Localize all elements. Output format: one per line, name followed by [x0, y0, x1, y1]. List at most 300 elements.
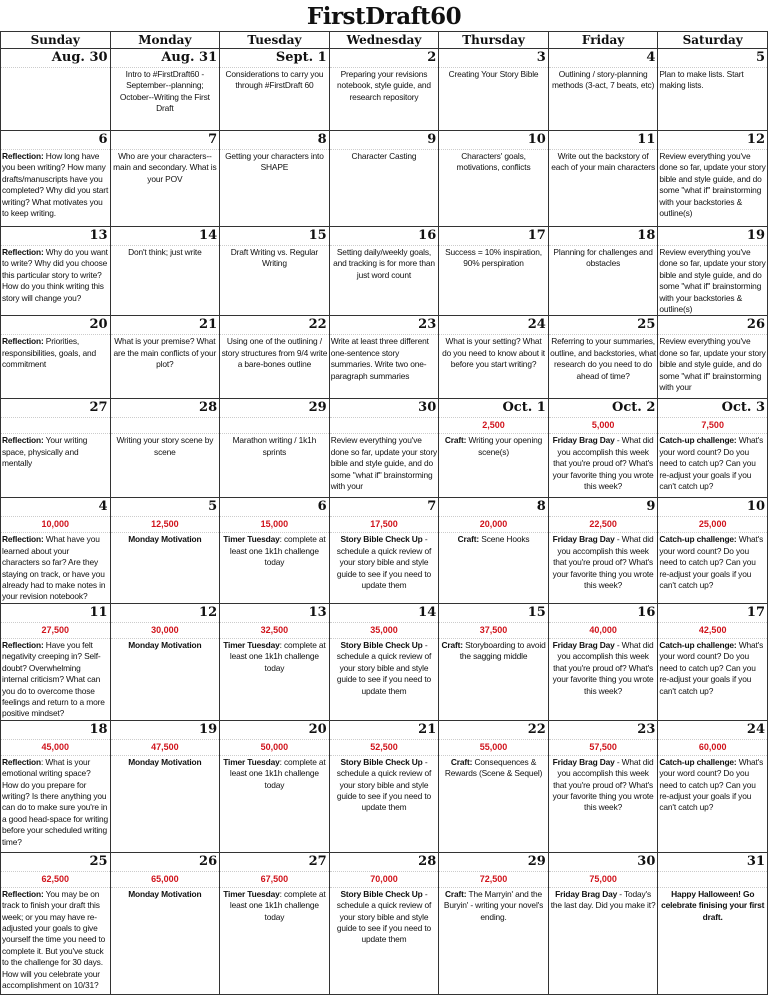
day-cell: [548, 603, 658, 720]
word-count-goal: 52,500: [330, 740, 439, 756]
day-number: 6: [1, 131, 110, 150]
day-prompt: [111, 434, 220, 458]
day-number: 27: [220, 853, 329, 872]
day-cell: [658, 316, 768, 399]
day-number: 30: [330, 399, 439, 418]
day-cell: [658, 720, 768, 852]
day-prompt: [111, 246, 220, 258]
week-row: [1, 498, 768, 603]
day-cell: [110, 131, 220, 227]
day-prompt: [220, 246, 329, 270]
weekday-header-friday: Friday: [548, 32, 658, 49]
day-number: 20: [220, 721, 329, 740]
day-cell: [329, 720, 439, 852]
day-number: 8: [220, 131, 329, 150]
day-number: 2: [330, 49, 439, 68]
week-row: [1, 49, 768, 131]
day-cell: [110, 720, 220, 852]
day-cell: [329, 603, 439, 720]
day-prompt: [1, 756, 110, 848]
prompt-text: : What is your emotional writing space? How do you prepare for writing? Is there anything you can do to make sure you're in a good head-space for writing before your scheduled writing time?: [2, 756, 108, 847]
word-count-goal: [1, 418, 110, 434]
day-cell: [658, 603, 768, 720]
prompt-label: Happy Halloween! Go celebrate finising your first draft.: [661, 888, 765, 922]
word-count-goal: 65,000: [111, 872, 220, 888]
day-cell: [1, 316, 111, 399]
day-number: Sept. 1: [220, 49, 329, 68]
day-number: 11: [549, 131, 658, 150]
day-prompt: [439, 150, 548, 174]
day-prompt: [549, 639, 658, 697]
word-count-goal: 37,500: [439, 623, 548, 639]
prompt-label: Monday Motivation: [128, 756, 202, 767]
weekday-header-monday: Monday: [110, 32, 220, 49]
day-number: 18: [1, 721, 110, 740]
day-prompt: [111, 533, 220, 545]
prompt-text: Review everything you've done so far, update your story bible and style guide, and do some "what if" brainstorming with your backstories & outline(s): [659, 151, 766, 219]
day-number: 4: [1, 498, 110, 517]
prompt-text: Writing your opening scene(s): [466, 435, 543, 457]
day-prompt: [1, 639, 110, 720]
day-cell: [439, 603, 549, 720]
prompt-text: Getting your characters into SHAPE: [225, 151, 324, 173]
day-cell: [329, 131, 439, 227]
word-count-goal: 40,000: [549, 623, 658, 639]
prompt-text: Preparing your revisions notebook, style guide, and research repository: [337, 69, 431, 102]
prompt-label: Story Bible Check Up: [340, 756, 423, 767]
day-number: 6: [220, 498, 329, 517]
prompt-text: Storyboarding to avoid the sagging middle: [459, 639, 546, 662]
day-cell: [1, 603, 111, 720]
day-prompt: [658, 888, 767, 923]
prompt-text: Review everything you've done so far, update your story bible and style guide, and do some "what if" brainstorming with your: [659, 336, 766, 393]
word-count-goal: 15,000: [220, 517, 329, 533]
day-prompt: [658, 639, 767, 697]
word-count-goal: 62,500: [1, 872, 110, 888]
day-prompt: [330, 68, 439, 103]
prompt-label: Monday Motivation: [128, 639, 202, 650]
day-prompt: [439, 888, 548, 923]
day-number: 20: [1, 316, 110, 335]
prompt-label: Reflection:: [2, 888, 44, 899]
day-number: 13: [1, 227, 110, 246]
day-number: Oct. 3: [658, 399, 767, 418]
day-prompt: [220, 434, 329, 458]
week-row: [1, 131, 768, 227]
word-count-goal: 25,000: [658, 517, 767, 533]
day-prompt: [111, 756, 220, 768]
word-count-goal: 67,500: [220, 872, 329, 888]
prompt-label: Story Bible Check Up: [340, 888, 423, 899]
prompt-text: Characters' goals, motivations, conflicts: [456, 151, 531, 173]
day-number: 29: [439, 853, 548, 872]
day-prompt: [658, 533, 767, 591]
day-cell: [548, 49, 658, 131]
word-count-goal: 45,000: [1, 740, 110, 756]
day-cell: [1, 399, 111, 498]
day-cell: [1, 720, 111, 852]
day-prompt: [111, 335, 220, 370]
day-number: 10: [658, 498, 767, 517]
day-cell: [220, 720, 330, 852]
day-cell: [658, 227, 768, 316]
prompt-text: - Today's the last day. Did you make it?: [550, 888, 656, 911]
calendar-title: FirstDraft60: [306, 3, 462, 30]
prompt-text: Success = 10% inspiration, 90% perspiration: [445, 247, 542, 269]
day-cell: [1, 498, 111, 603]
day-prompt: [549, 335, 658, 382]
word-count-goal: 57,500: [549, 740, 658, 756]
prompt-text: - What did you accomplish this week that you're proud of? What's your favorite thing you wrote this week?: [552, 534, 654, 591]
word-count-goal: 22,500: [549, 517, 658, 533]
word-count-goal: [220, 418, 329, 434]
weekday-header-thursday: Thursday: [439, 32, 549, 49]
day-cell: [220, 498, 330, 603]
word-count-goal: 30,000: [111, 623, 220, 639]
day-prompt: [330, 639, 439, 697]
prompt-label: Catch-up challenge:: [659, 639, 737, 650]
day-cell: [1, 131, 111, 227]
word-count-goal: 20,000: [439, 517, 548, 533]
day-prompt: [111, 888, 220, 900]
day-prompt: [220, 335, 329, 370]
prompt-label: Reflection:: [2, 639, 44, 650]
word-count-goal: 12,500: [111, 517, 220, 533]
day-number: Oct. 1: [439, 399, 548, 418]
day-cell: [439, 720, 549, 852]
day-number: 24: [658, 721, 767, 740]
prompt-label: Monday Motivation: [128, 888, 202, 899]
day-prompt: [1, 335, 110, 370]
day-cell: [110, 603, 220, 720]
day-prompt: [658, 434, 767, 492]
prompt-label: Catch-up challenge:: [659, 534, 737, 545]
day-prompt: [330, 756, 439, 814]
prompt-text: : complete at least one 1k1h challenge today: [229, 888, 326, 922]
day-number: 25: [549, 316, 658, 335]
day-number: 24: [439, 316, 548, 335]
prompt-text: Consequences & Rewards (Scene & Sequel): [444, 756, 543, 779]
day-prompt: [220, 150, 329, 174]
word-count-goal: 42,500: [658, 623, 767, 639]
day-prompt: [658, 246, 767, 315]
word-count-goal: 35,000: [330, 623, 439, 639]
day-prompt: [549, 756, 658, 814]
prompt-text: Why do you want to write? Why did you choose this particular story to write? How do you think writing this story will change you?: [2, 247, 108, 303]
day-number: 14: [330, 604, 439, 623]
day-cell: [220, 316, 330, 399]
day-cell: [548, 316, 658, 399]
day-cell: [220, 399, 330, 498]
day-number: 22: [220, 316, 329, 335]
prompt-text: : complete at least one 1k1h challenge today: [229, 756, 326, 790]
day-prompt: [439, 533, 548, 545]
week-row: [1, 399, 768, 498]
prompt-text: Character Casting: [351, 151, 417, 161]
word-count-goal: 5,000: [549, 418, 658, 434]
day-prompt: [1, 68, 110, 69]
word-count-goal: [111, 418, 220, 434]
day-prompt: [439, 246, 548, 270]
day-number: 9: [330, 131, 439, 150]
week-row: [1, 227, 768, 316]
prompt-label: Catch-up challenge:: [659, 435, 737, 446]
prompt-text: Considerations to carry you through #FirstDraft 60: [225, 69, 324, 91]
weekday-header-saturday: Saturday: [658, 32, 768, 49]
day-prompt: [549, 533, 658, 591]
day-number: 21: [330, 721, 439, 740]
prompt-text: What's your word count? Do you need to catch up? Can you re-adjust your goals if you can't catch up?: [659, 435, 764, 492]
day-prompt: [439, 434, 548, 458]
day-prompt: [220, 533, 329, 568]
prompt-label: Friday Brag Day: [552, 639, 615, 650]
word-count-goal: 60,000: [658, 740, 767, 756]
prompt-text: The Marryin' and the Buryin' - writing your novel's ending.: [443, 888, 544, 922]
prompt-label: Story Bible Check Up: [340, 534, 423, 545]
day-prompt: [330, 150, 439, 162]
day-cell: [439, 399, 549, 498]
day-prompt: [330, 888, 439, 946]
prompt-label: Catch-up challenge:: [659, 756, 737, 767]
week-row: [1, 603, 768, 720]
day-number: 12: [658, 131, 767, 150]
day-cell: [439, 498, 549, 603]
day-number: 19: [111, 721, 220, 740]
prompt-text: - What did you accomplish this week that you're proud of? What's your favorite thing you wrote this week?: [552, 639, 654, 696]
day-number: 15: [439, 604, 548, 623]
prompt-text: Write at least three different one-sentence story summaries. Write two one-paragraph summaries: [330, 336, 429, 381]
day-cell: [548, 131, 658, 227]
prompt-label: Reflection:: [2, 336, 44, 347]
day-number: 5: [658, 49, 767, 68]
word-count-goal: 32,500: [220, 623, 329, 639]
day-prompt: [111, 639, 220, 651]
prompt-label: Reflection:: [2, 151, 44, 161]
day-cell: [329, 399, 439, 498]
word-count-goal: 10,000: [1, 517, 110, 533]
day-number: 9: [549, 498, 658, 517]
day-number: 21: [111, 316, 220, 335]
prompt-text: Setting daily/weekly goals, and tracking is for more than just word count: [333, 247, 435, 280]
prompt-text: Marathon writing / 1k1h sprints: [232, 435, 317, 457]
prompt-text: Writing your story scene by scene: [116, 435, 214, 457]
prompt-text: How long have you been writing? How many drafts/manuscripts have you completed? Why did you start writing? What motivates you to keep writing.: [2, 151, 109, 219]
day-number: 23: [549, 721, 658, 740]
day-prompt: [1, 888, 110, 992]
day-cell: [548, 720, 658, 852]
prompt-text: - What did you accomplish this week that you're proud of? What's your favorite thing you wrote this week?: [552, 435, 654, 492]
prompt-text: Draft Writing vs. Regular Writing: [230, 247, 319, 269]
day-cell: [110, 227, 220, 316]
weekday-header-sunday: Sunday: [1, 32, 111, 49]
prompt-text: Outlining / story-planning methods (3-act, 7 beats, etc): [551, 69, 655, 91]
day-prompt: [111, 150, 220, 185]
day-number: 3: [439, 49, 548, 68]
prompt-text: What have you learned about your characters so far? Are they staying on track, or have you already had to make notes in your revision notebook?: [2, 534, 106, 602]
prompt-text: Plan to make lists. Start making lists.: [659, 69, 744, 91]
day-prompt: [658, 68, 767, 92]
day-number: 15: [220, 227, 329, 246]
day-prompt: [1, 246, 110, 304]
day-number: 25: [1, 853, 110, 872]
day-cell: [220, 49, 330, 131]
prompt-text: Who are your characters--main and secondary. What is your POV: [113, 151, 217, 184]
day-cell: [329, 49, 439, 131]
prompt-text: Write out the backstory of each of your main characters: [551, 151, 655, 173]
day-prompt: [549, 68, 658, 92]
prompt-text: Review everything you've done so far, update your story bible and style guide, and do some "what if" brainstorming with your: [330, 435, 437, 492]
day-prompt: [111, 68, 220, 115]
prompt-text: - What did you accomplish this week that you're proud of? What's your favorite thing you wrote this week?: [552, 756, 654, 813]
prompt-label: Timer Tuesday: [223, 534, 280, 545]
day-cell: [439, 131, 549, 227]
day-prompt: [1, 150, 110, 219]
day-prompt: [549, 246, 658, 270]
day-number: 4: [549, 49, 658, 68]
word-count-goal: 55,000: [439, 740, 548, 756]
prompt-text: Review everything you've done so far, update your story bible and style guide, and do some "what if" brainstorming with your backstories & outline(s): [659, 247, 766, 315]
word-count-goal: 50,000: [220, 740, 329, 756]
day-cell: [110, 498, 220, 603]
day-cell: [110, 49, 220, 131]
day-prompt: [220, 68, 329, 92]
day-cell: [548, 498, 658, 603]
day-cell: [1, 49, 111, 131]
day-prompt: [220, 888, 329, 923]
calendar-grid: [0, 31, 768, 995]
prompt-label: Craft:: [441, 639, 463, 650]
day-number: 17: [658, 604, 767, 623]
day-cell: [329, 227, 439, 316]
day-cell: [658, 399, 768, 498]
weekday-header-tuesday: Tuesday: [220, 32, 330, 49]
prompt-label: Reflection:: [2, 534, 44, 545]
day-prompt: [1, 434, 110, 469]
day-number: 18: [549, 227, 658, 246]
day-number: 7: [111, 131, 220, 150]
day-cell: [220, 131, 330, 227]
day-number: 12: [111, 604, 220, 623]
day-number: 14: [111, 227, 220, 246]
day-cell: [439, 316, 549, 399]
day-cell: [439, 227, 549, 316]
day-number: 22: [439, 721, 548, 740]
day-prompt: [1, 533, 110, 602]
day-number: 30: [549, 853, 658, 872]
day-prompt: [549, 434, 658, 492]
word-count-goal: [658, 872, 767, 888]
day-cell: [329, 316, 439, 399]
prompt-label: Timer Tuesday: [223, 756, 280, 767]
day-cell: [439, 49, 549, 131]
day-number: 26: [111, 853, 220, 872]
day-prompt: [439, 335, 548, 370]
prompt-text: - schedule a quick review of your story bible and style guide to see if you need to update them: [336, 534, 432, 591]
prompt-text: Scene Hooks: [479, 534, 530, 545]
day-number: 11: [1, 604, 110, 623]
day-number: 8: [439, 498, 548, 517]
day-prompt: [549, 888, 658, 912]
day-number: 5: [111, 498, 220, 517]
day-prompt: [220, 756, 329, 791]
day-cell: [548, 227, 658, 316]
prompt-text: What's your word count? Do you need to catch up? Can you re-adjust your goals if you can't catch up?: [659, 534, 764, 591]
prompt-label: Reflection: [2, 756, 41, 767]
word-count-goal: 75,000: [549, 872, 658, 888]
prompt-label: Monday Motivation: [128, 534, 202, 545]
prompt-label: Friday Brag Day: [552, 435, 615, 446]
prompt-text: You may be on track to finish your draft this week; or you may have re-adjusted your goals to give yourself the time you need to complete it. But you've stuck to the challenge for 30 days. How will you celebrate your accomplishment on 10/31?: [2, 888, 106, 990]
day-prompt: [658, 150, 767, 219]
prompt-text: Have you felt negativity creeping in? Self-doubt? Overwhelming internal criticism? What can you do to overcome those feelings and return to a more positive mindset?: [2, 639, 105, 719]
prompt-label: Story Bible Check Up: [340, 639, 423, 650]
day-prompt: [330, 533, 439, 591]
prompt-label: Craft:: [457, 534, 480, 545]
day-number: Aug. 30: [1, 49, 110, 68]
weekday-header-wednesday: Wednesday: [329, 32, 439, 49]
word-count-goal: [330, 418, 439, 434]
prompt-text: - schedule a quick review of your story bible and style guide to see if you need to update them: [336, 756, 432, 813]
day-cell: [1, 227, 111, 316]
day-number: 16: [330, 227, 439, 246]
day-cell: [548, 399, 658, 498]
day-number: 7: [330, 498, 439, 517]
prompt-text: Your writing space, physically and mentally: [2, 435, 88, 469]
day-number: 28: [330, 853, 439, 872]
prompt-text: Priorities, responsibilities, goals, and commitment: [2, 336, 97, 370]
day-cell: [658, 131, 768, 227]
week-row: [1, 720, 768, 852]
prompt-text: : complete at least one 1k1h challenge today: [229, 534, 326, 568]
day-prompt: [439, 68, 548, 80]
day-cell: [329, 498, 439, 603]
prompt-text: - schedule a quick review of your story bible and style guide to see if you need to update them: [336, 888, 432, 945]
prompt-text: What is your setting? What do you need to know about it before you start writing?: [442, 336, 545, 370]
day-number: 16: [549, 604, 658, 623]
week-row: [1, 316, 768, 399]
prompt-label: Reflection:: [2, 435, 44, 446]
day-cell: [658, 49, 768, 131]
day-number: Oct. 2: [549, 399, 658, 418]
prompt-text: What is your premise? What are the main conflicts of your plot?: [113, 336, 217, 370]
prompt-label: Craft:: [444, 435, 467, 446]
word-count-goal: 27,500: [1, 623, 110, 639]
day-number: Aug. 31: [111, 49, 220, 68]
prompt-text: Don't think; just write: [128, 247, 202, 257]
day-prompt: [549, 150, 658, 174]
prompt-text: Intro to #FirstDraft60 - September--planning; October--Writing the First Draft: [119, 69, 210, 114]
day-number: 13: [220, 604, 329, 623]
word-count-goal: 2,500: [439, 418, 548, 434]
day-prompt: [439, 756, 548, 780]
day-number: 23: [330, 316, 439, 335]
day-prompt: [439, 639, 548, 663]
day-cell: [110, 399, 220, 498]
day-prompt: [658, 335, 767, 393]
day-prompt: [330, 434, 439, 492]
prompt-label: Timer Tuesday: [223, 639, 280, 650]
day-number: 31: [658, 853, 767, 872]
word-count-goal: 47,500: [111, 740, 220, 756]
day-number: 17: [439, 227, 548, 246]
day-cell: [658, 498, 768, 603]
word-count-goal: 7,500: [658, 418, 767, 434]
prompt-text: - schedule a quick review of your story bible and style guide to see if you need to update them: [336, 639, 432, 696]
prompt-label: Craft:: [450, 756, 473, 767]
prompt-text: : complete at least one 1k1h challenge today: [229, 639, 326, 673]
day-cell: [110, 316, 220, 399]
day-prompt: [330, 246, 439, 281]
